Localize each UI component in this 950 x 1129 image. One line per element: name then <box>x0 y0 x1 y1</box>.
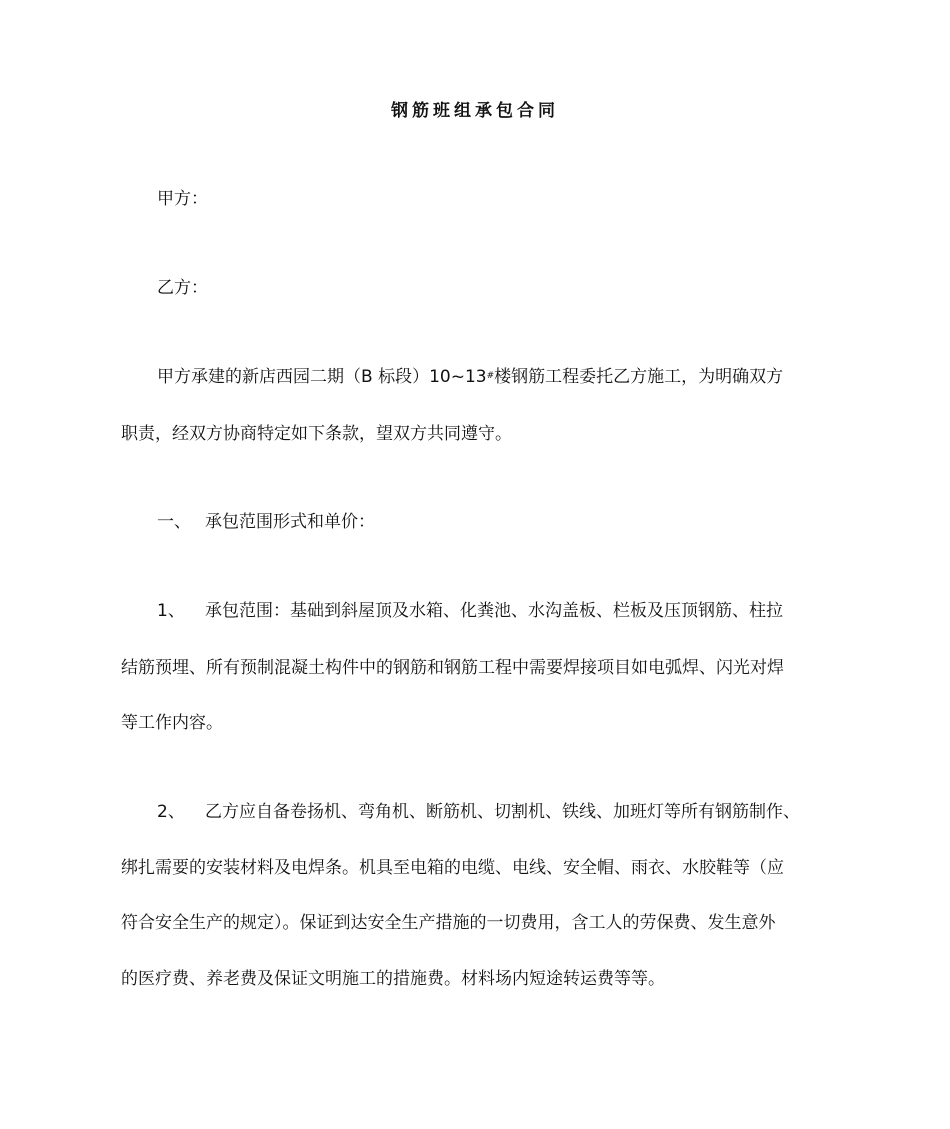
item-2-line-4: 的医疗费、养老费及保证文明施工的措施费。材料场内短途转运费等等。 <box>121 969 665 989</box>
item-1-text: 承包范围：基础到斜屋顶及水箱、化粪池、水沟盖板、栏板及压顶钢筋、柱拉 <box>205 601 783 621</box>
section-1-title: 承包范围形式和单价： <box>205 512 375 532</box>
item-1-line-1 <box>157 597 783 625</box>
intro-line-1 <box>157 363 783 391</box>
document-title: 钢筋班组承包合同 <box>391 101 559 121</box>
item-1-line-2: 结筋预埋、所有预制混凝土构件中的钢筋和钢筋工程中需要焊接项目如电弧焊、闪光对焊 <box>121 658 784 678</box>
item-2-number: 2、 <box>157 802 185 822</box>
section-1-heading <box>157 508 375 536</box>
item-2-line-2: 绑扎需要的安装材料及电焊条。机具至电箱的电缆、电线、安全帽、雨衣、水胶鞋等（应 <box>121 858 784 878</box>
party-b-label: 乙方： <box>157 278 208 298</box>
item-1-line-3: 等工作内容。 <box>121 713 223 733</box>
intro-line-1-text-b: 楼钢筋工程委托乙方施工，为明确双方 <box>494 367 784 387</box>
intro-line-1-text-a: 甲方承建的新店西园二期（B 标段）10~13 <box>157 367 487 387</box>
building-number-mark: # <box>486 371 495 381</box>
item-2-text: 乙方应自备卷扬机、弯角机、断筋机、切割机、铁线、加班灯等所有钢筋制作、 <box>205 802 800 822</box>
intro-line-2: 职责，经双方协商特定如下条款，望双方共同遵守。 <box>121 424 512 444</box>
section-1-number: 一、 <box>157 512 191 532</box>
party-a-label: 甲方： <box>157 189 208 209</box>
item-2-line-3: 符合安全生产的规定）。保证到达安全生产措施的一切费用，含工人的劳保费、发生意外 <box>121 913 776 933</box>
item-2-line-1 <box>157 798 800 826</box>
item-1-number: 1、 <box>157 601 185 621</box>
